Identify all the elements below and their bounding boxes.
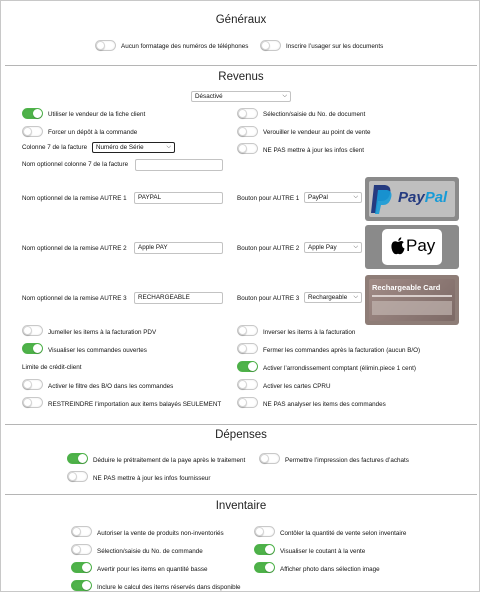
label-remise-autre-3: Nom optionnel de la remise AUTRE 3 — [22, 295, 127, 302]
toggle-filtre-bo[interactable] — [22, 379, 43, 390]
toggle-fermer-commandes[interactable] — [237, 343, 258, 354]
toggle-user-docs[interactable] — [260, 40, 281, 51]
label-fermer-commandes: Fermer les commandes après la facturation (aucun B/O) — [263, 347, 421, 354]
toggle-no-update-fournisseur[interactable] — [67, 471, 88, 482]
bouton-autre-2-select[interactable]: Apple Pay ⌵ — [304, 242, 362, 253]
revenus-mode-select[interactable]: Désactivé ⌵ — [191, 91, 291, 102]
toggle-commandes-ouvertes[interactable] — [22, 343, 43, 354]
label-bouton-autre-2: Bouton pour AUTRE 2 — [237, 245, 300, 252]
toggle-items-reserves[interactable] — [71, 580, 92, 591]
col7-name-input[interactable] — [135, 159, 223, 171]
label-col7: Colonne 7 de la facture — [22, 144, 88, 151]
toggle-selection-no-commande[interactable] — [71, 544, 92, 555]
remise-autre-1-input[interactable]: PAYPAL — [134, 192, 223, 204]
remise-autre-2-input[interactable]: Apple PAY — [134, 242, 223, 254]
label-no-analyse-items: NE PAS analyser les items des commandes — [263, 401, 386, 408]
label-limite-credit: Limite de crédit-client — [22, 364, 82, 371]
section-title-depenses: Dépenses — [215, 429, 267, 441]
chevron-down-icon: ⌵ — [353, 244, 358, 250]
paypal-wordmark: PayPal — [398, 189, 448, 206]
rechargeable-card-title: Rechargeable Card — [372, 283, 441, 292]
label-commandes-ouvertes: Visualiser les commandes ouvertes — [48, 347, 147, 354]
rechargeable-card[interactable] — [365, 275, 459, 325]
toggle-restreindre-import[interactable] — [22, 397, 43, 408]
chevron-down-icon: ⌵ — [353, 194, 358, 200]
toggle-selection-no-doc[interactable] — [237, 108, 258, 119]
apple-pay-wordmark: Pay — [406, 236, 436, 255]
section-title-generaux: Généraux — [215, 14, 267, 26]
bouton-autre-3-select[interactable]: Rechargeable ⌵ — [304, 292, 362, 303]
label-remise-autre-1: Nom optionnel de la remise AUTRE 1 — [22, 195, 127, 202]
chevron-down-icon: ⌵ — [282, 93, 287, 99]
toggle-controler-quantite[interactable] — [254, 526, 275, 537]
paypal-logo[interactable] — [365, 177, 459, 221]
divider — [5, 424, 477, 425]
label-impression-factures: Permettre l’impression des factures d’achats — [285, 457, 409, 464]
apple-icon — [391, 237, 405, 255]
remise-autre-3-input[interactable]: RECHARGEABLE — [134, 292, 223, 304]
toggle-inverser-items[interactable] — [237, 325, 258, 336]
divider — [5, 494, 477, 495]
label-filtre-bo: Activer le filtre des B/O dans les commandes — [48, 383, 174, 390]
section-title-inventaire: Inventaire — [215, 500, 267, 512]
paypal-p-icon — [371, 183, 393, 215]
toggle-cartes-cpru[interactable] — [237, 379, 258, 390]
toggle-quantite-basse[interactable] — [71, 562, 92, 573]
label-bouton-autre-3: Bouton pour AUTRE 3 — [237, 295, 300, 302]
label-col7-name: Nom optionnel colonne 7 de la facture — [22, 161, 129, 168]
toggle-arrondissement[interactable] — [237, 361, 258, 372]
label-controler-quantite: Contôler la quantité de vente selon inventaire — [280, 530, 407, 537]
divider — [5, 65, 477, 66]
toggle-deduire-pretraitement[interactable] — [67, 453, 88, 464]
bouton-autre-1-select[interactable]: PayPal ⌵ — [304, 192, 362, 203]
label-arrondissement: Activer l’arrondissement comptant (élimin.piece 1 cent) — [263, 365, 416, 372]
label-vente-non-inventories: Autoriser la vente de produits non-inventoriés — [97, 530, 224, 537]
label-forcer-depot: Forcer un dépôt à la commande — [48, 129, 138, 136]
col7-select[interactable]: Numéro de Série ⌵ — [92, 142, 175, 153]
label-user-docs: Inscrire l’usager sur les documents — [286, 43, 384, 50]
label-verrouiller-vendeur: Verouiller le vendeur au point de vente — [263, 129, 371, 136]
toggle-photo-selection[interactable] — [254, 562, 275, 573]
label-photo-selection: Afficher photo dans sélection image — [280, 566, 380, 573]
label-no-update-fournisseur: NE PAS mettre à jour les infos fournisseur — [93, 475, 211, 482]
label-jumeler-items: Jumeller les items à la facturation PDV — [48, 329, 157, 336]
label-phone-format: Aucun formatage des numéros de téléphones — [121, 43, 249, 50]
label-selection-no-doc: Sélection/saisie du No. de document — [263, 111, 366, 118]
toggle-phone-format[interactable] — [95, 40, 116, 51]
label-restreindre-import: RESTREINDRE l’importation aux items balayés SEULEMENT — [48, 401, 222, 408]
label-quantite-basse: Avertir pour les items en quantité basse — [97, 566, 208, 573]
label-vendeur-fiche: Utiliser le vendeur de la fiche client — [48, 111, 146, 118]
chevron-down-icon: ⌵ — [353, 294, 358, 300]
label-no-update-client: NE PAS mettre à jour les infos client — [263, 147, 365, 154]
toggle-forcer-depot[interactable] — [22, 126, 43, 137]
toggle-no-update-client[interactable] — [237, 143, 258, 154]
card-stripe — [372, 295, 452, 297]
card-barcode-area — [372, 301, 452, 315]
toggle-vendeur-fiche[interactable] — [22, 108, 43, 119]
label-deduire-pretraitement: Déduire le prétraitement de la paye après le traitement — [93, 457, 246, 464]
toggle-jumeler-items[interactable] — [22, 325, 43, 336]
chevron-down-icon: ⌵ — [166, 144, 171, 150]
label-remise-autre-2: Nom optionnel de la remise AUTRE 2 — [22, 245, 127, 252]
apple-pay-logo[interactable] — [365, 225, 459, 269]
label-bouton-autre-1: Bouton pour AUTRE 1 — [237, 195, 300, 202]
toggle-verrouiller-vendeur[interactable] — [237, 126, 258, 137]
label-items-reserves: Inclure le calcul des items réservés dans disponible — [97, 584, 241, 591]
toggle-coutant-vente[interactable] — [254, 544, 275, 555]
label-inverser-items: Inverser les items à la facturation — [263, 329, 356, 336]
label-coutant-vente: Visualiser le coutant à la vente — [280, 548, 366, 555]
toggle-vente-non-inventories[interactable] — [71, 526, 92, 537]
section-title-revenus: Revenus — [218, 71, 264, 83]
toggle-no-analyse-items[interactable] — [237, 397, 258, 408]
label-cartes-cpru: Activer les cartes CPRU — [263, 383, 331, 390]
label-selection-no-commande: Sélection/saisie du No. de commande — [97, 548, 203, 555]
toggle-impression-factures[interactable] — [259, 453, 280, 464]
